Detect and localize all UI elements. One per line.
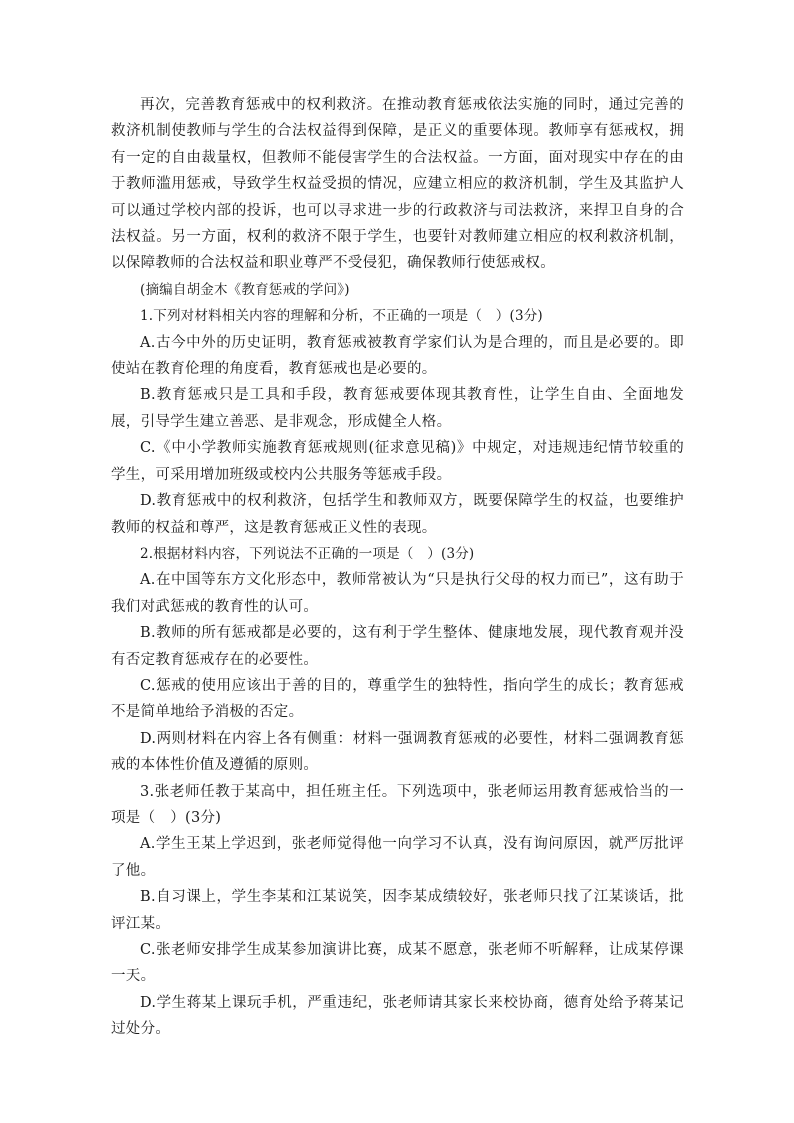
- question-1-option-c: C.《中小学教师实施教育惩戒规则(征求意见稿)》中规定，对违规违纪情节较重的学生，可采用增加班级或校内公共服务等惩戒手段。: [111, 440, 684, 483]
- question-1-option-b: B.教育惩戒只是工具和手段，教育惩戒要体现其教育性，让学生自由、全面地发展，引导学生建立善恶、是非观念，形成健全人格。: [111, 387, 684, 430]
- article-paragraph: 再次，完善教育惩戒中的权利救济。在推动教育惩戒依法实施的同时，通过完善的救济机制使教师与学生的合法权益得到保障，是正义的重要体现。教师享有惩戒权，拥有一定的自由裁量权，但教师不能侵害学生的合法权益。一方面，面对现实中存在的由于教师滥用惩戒，导致学生权益受损的情况，应建立相应的救济机制，学生及其监护人可以通过学校内部的投诉，也可以寻求进一步的行政救济与司法救济，来捍卫自身的合法权益。另一方面，权利的救济不限于学生，也要针对教师建立相应的权利救济机制，以保障教师的合法权益和职业尊严不受侵犯，确保教师行使惩戒权。: [111, 97, 684, 272]
- question-3-option-b: B.自习课上，学生李某和江某说笑，因李某成绩较好，张老师只找了江某谈话，批评江某。: [111, 889, 684, 932]
- question-2-stem: 2.根据材料内容，下列说法不正确的一项是（ ）(3分): [140, 545, 475, 562]
- question-2-option-c: C.惩戒的使用应该出于善的目的，尊重学生的独特性，指向学生的成长；教育惩戒不是简单地给予消极的否定。: [111, 677, 684, 721]
- question-3-stem: 3.张老师任教于某高中，担任班主任。下列选项中，张老师运用教育惩戒恰当的一项是（ ）(3分): [111, 783, 684, 826]
- question-2-option-b: B.教师的所有惩戒都是必要的，这有利于学生整体、健康地发展，现代教育观并没有否定教育惩戒存在的必要性。: [111, 625, 684, 668]
- question-3-option-c: C.张老师安排学生成某参加演讲比赛，成某不愿意，张老师不听解释，让成某停课一天。: [111, 942, 684, 985]
- question-1-option-d: D.教育惩戒中的权利救济，包括学生和教师双方，既要保障学生的权益，也要维护教师的权益和尊严，这是教育惩戒正义性的表现。: [111, 493, 684, 536]
- question-1-stem: 1.下列对材料相关内容的理解和分析，不正确的一项是（ ）(3分): [140, 308, 543, 325]
- question-2-option-a: A.在中国等东方文化形态中，教师常被认为“只是执行父母的权力而已”，这有助于我们对武惩戒的教育性的认可。: [111, 572, 684, 615]
- question-3-option-a: A.学生王某上学迟到，张老师觉得他一向学习不认真，没有询问原因，就严厉批评了他。: [111, 836, 684, 879]
- article-source: (摘编自胡金木《教育惩戒的学问》): [140, 281, 350, 298]
- question-1-option-a: A.古今中外的历史证明，教育惩戒被教育学家们认为是合理的，而且是必要的。即使站在教育伦理的角度看，教育惩戒也是必要的。: [111, 334, 684, 378]
- question-2-option-d: D.两则材料在内容上各有侧重：材料一强调教育惩戒的必要性，材料二强调教育惩戒的本体性价值及遵循的原则。: [111, 730, 684, 774]
- question-3-option-d: D.学生蒋某上课玩手机，严重违纪，张老师请其家长来校协商，德育处给予蒋某记过处分。: [111, 994, 684, 1038]
